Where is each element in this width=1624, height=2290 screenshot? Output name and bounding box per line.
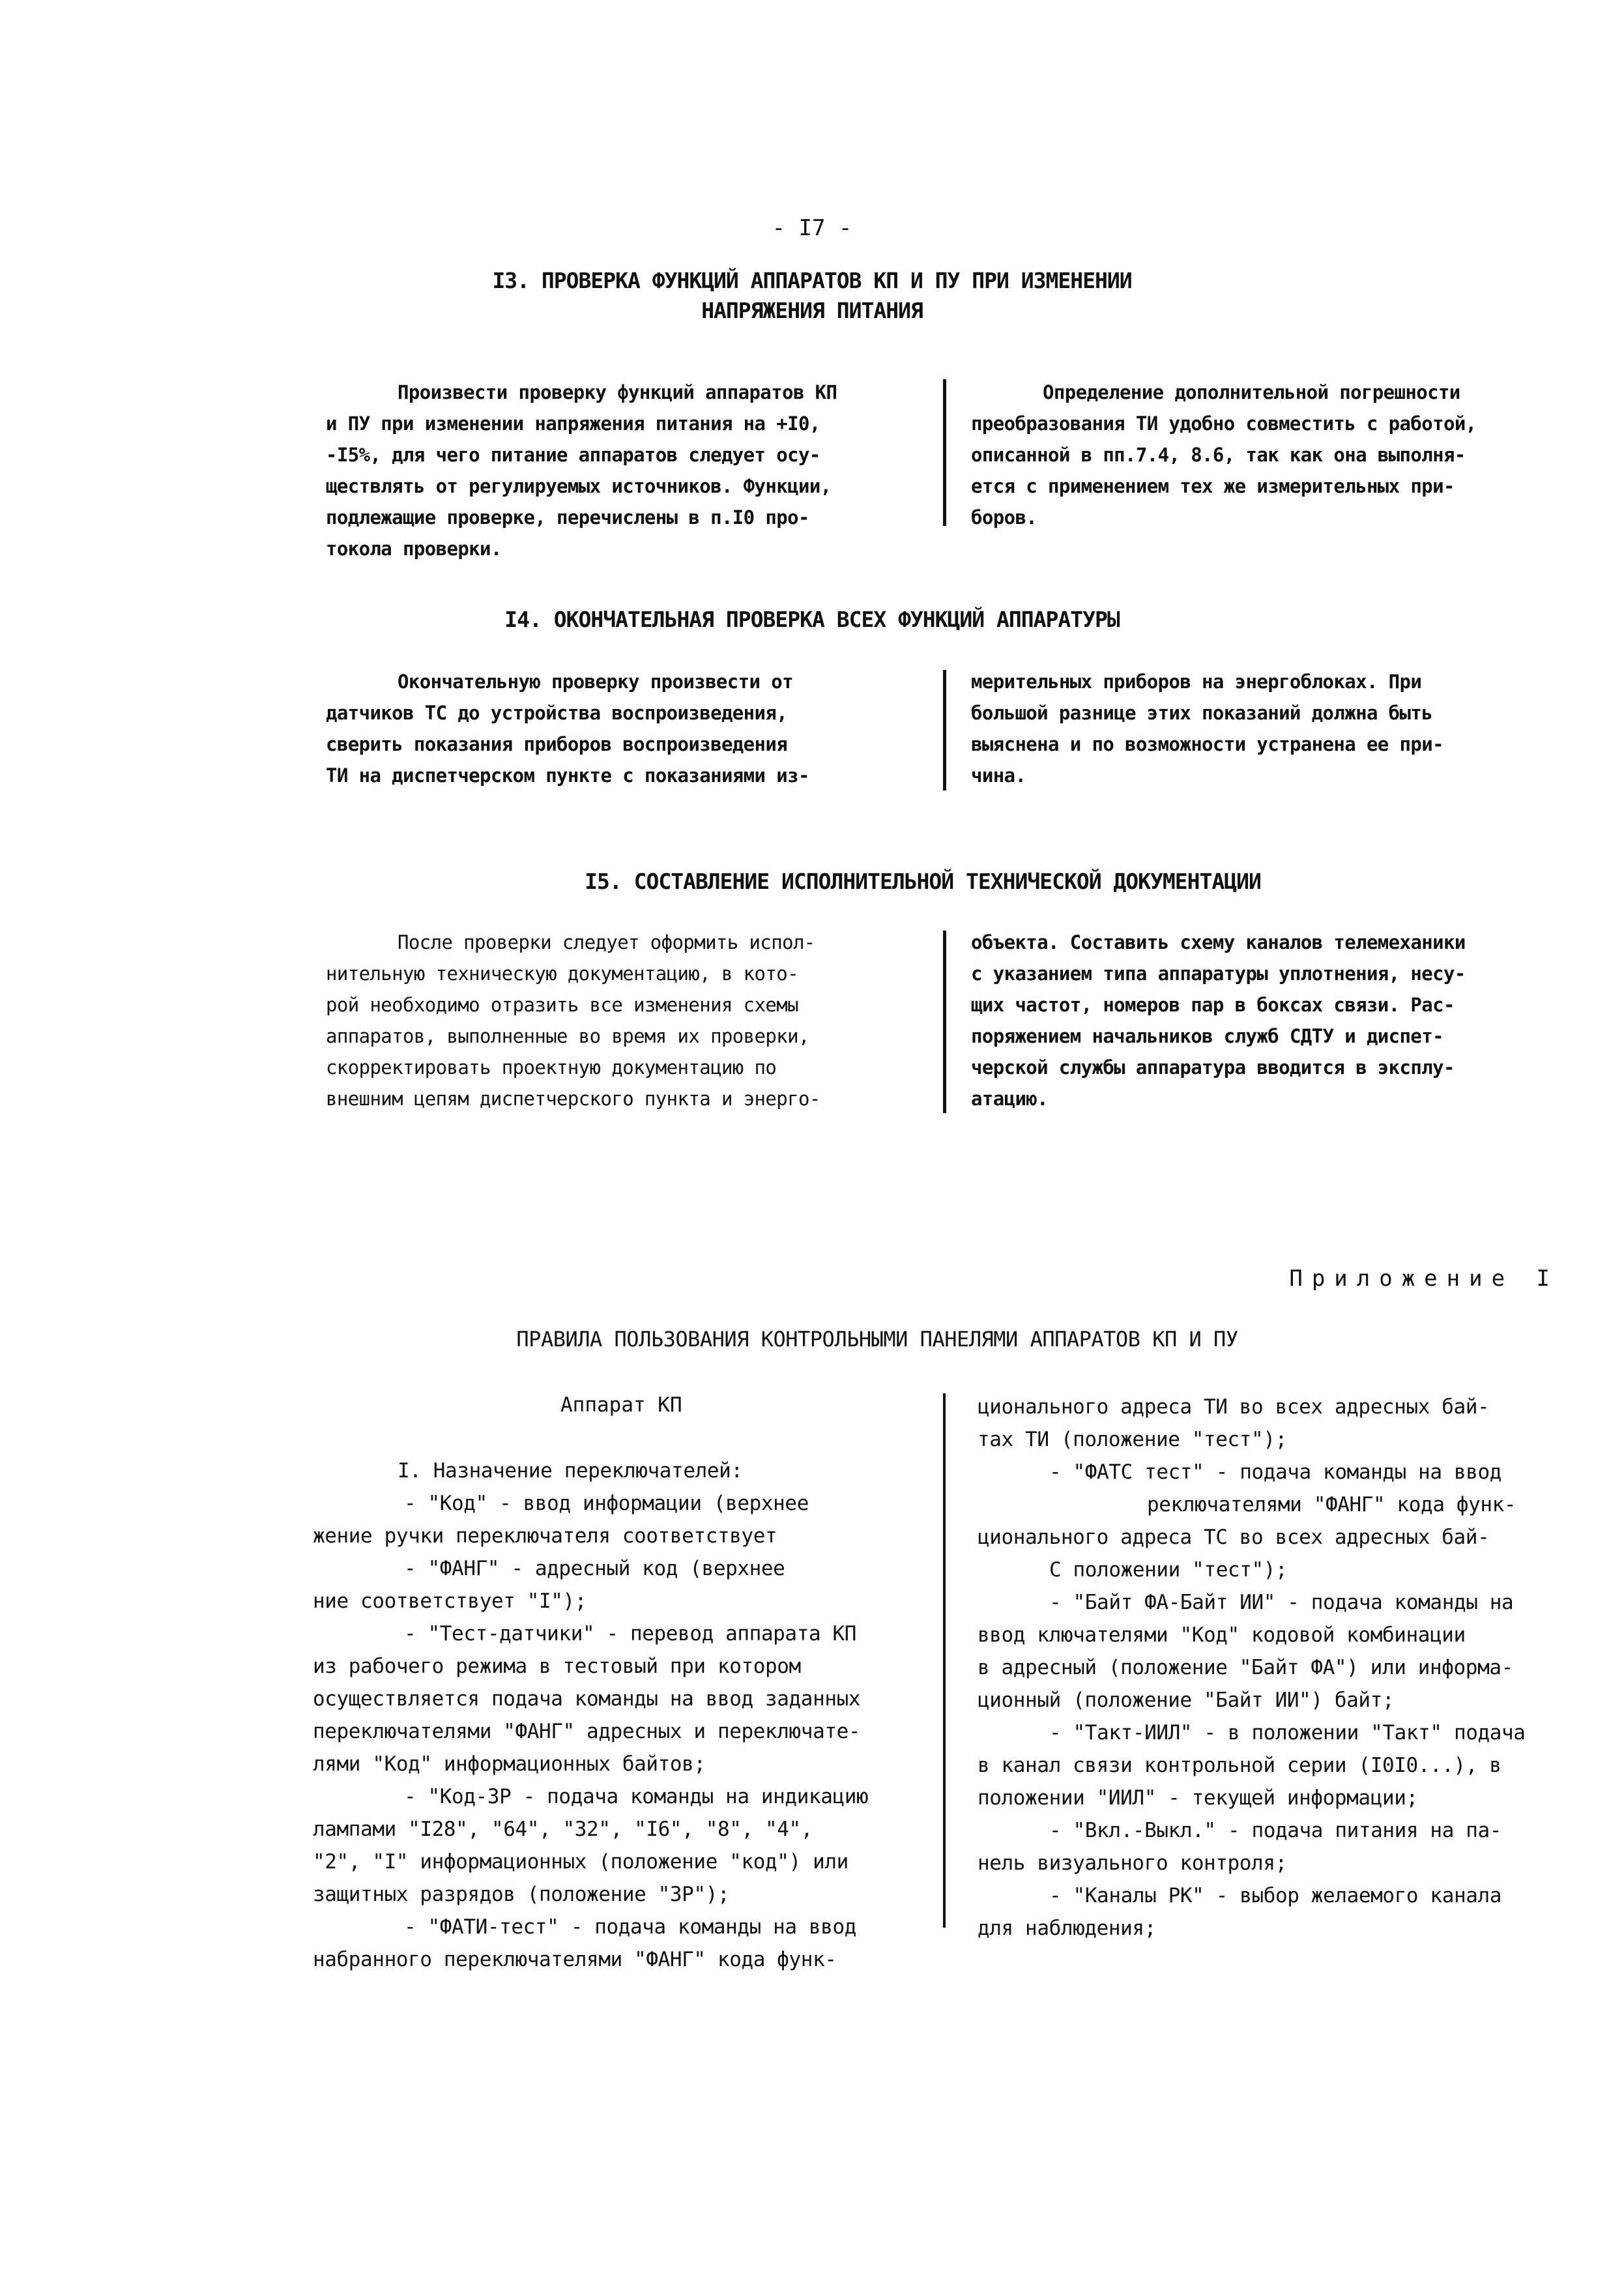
s15-right-line: атацию. xyxy=(971,1088,1049,1110)
app-right-line: - "Вкл.-Выкл." - подача питания на па- xyxy=(1049,1819,1502,1842)
section-15-title: I5. СОСТАВЛЕНИЕ ИСПОЛНИТЕЛЬНОЙ ТЕХНИЧЕСКОЙ ДОКУМЕНТАЦИИ xyxy=(585,869,1261,894)
s13-right-line: боров. xyxy=(971,506,1037,529)
section-15-left-column xyxy=(326,927,912,1114)
column-divider xyxy=(943,931,946,1113)
app-right-line: ционального адреса ТС во всех адресных бай- xyxy=(978,1526,1490,1549)
s13-left-line: Произвести проверку функций аппаратов КП xyxy=(398,381,837,403)
app-left-line: лями "Код" информационных байтов; xyxy=(313,1752,706,1776)
column-divider xyxy=(943,379,946,526)
app-left-line: лампами "I28", "64", "32", "I6", "8", "4", xyxy=(313,1818,813,1841)
app-right-line: С положении "тест"); xyxy=(1049,1558,1288,1582)
app-left-line: - "Код-ЗР - подача команды на индикацию xyxy=(404,1785,869,1808)
s14-left-line: датчиков ТС до устройства воспроизведения, xyxy=(326,702,788,724)
s15-left-line: скорректировать проектную документацию по xyxy=(326,1056,777,1079)
app-left-line: "2", "I" информационных (положение "код") или xyxy=(313,1850,848,1874)
app-left-line: защитных разрядов (положение "ЗР"); xyxy=(313,1883,730,1906)
s14-right-line: большой разнице этих показаний должна быть xyxy=(971,702,1433,724)
app-right-line: положении "ИИЛ" - текущей информации; xyxy=(978,1786,1418,1810)
section-13-left-column xyxy=(326,377,912,564)
s13-left-line: подлежащие проверке, перечислены в п.I0 про- xyxy=(326,506,809,529)
app-left-line: ние соответствует "I"); xyxy=(313,1589,587,1613)
s15-left-line: внешним цепям диспетчерского пункта и энерго- xyxy=(326,1088,820,1110)
app-left-line: жение ручки переключателя соответствует xyxy=(313,1524,777,1548)
s14-left-line: сверить показания приборов воспроизведения xyxy=(326,733,788,755)
app-left-line: - "ФАНГ" - адресный код (верхнее xyxy=(404,1557,785,1580)
app-right-line: - "ФАТС тест" - подача команды на ввод xyxy=(1049,1460,1502,1484)
app-left-line: набранного переключателями "ФАНГ" кода функ- xyxy=(313,1948,837,1971)
s14-right-line: мерительных приборов на энергоблоках. При xyxy=(971,671,1422,693)
s13-right-line: ется с применением тех же измерительных при- xyxy=(971,475,1455,497)
s13-right-line: преобразования ТИ удобно совместить с работой, xyxy=(971,413,1477,435)
s13-left-line: токола проверки. xyxy=(326,538,502,560)
app-right-line: для наблюдения; xyxy=(978,1917,1156,1940)
column-divider xyxy=(943,1393,946,1928)
app-right-line: нель визуального контроля; xyxy=(978,1851,1287,1875)
section-13-right-column xyxy=(971,377,1558,533)
app-left-line: - "Тест-датчики" - перевод аппарата КП xyxy=(404,1622,857,1645)
s13-left-line: и ПУ при изменении напряжения питания на +I0, xyxy=(326,413,820,435)
s13-right-line: описанной в пп.7.4, 8.6, так как она выполня- xyxy=(971,444,1466,466)
app-left-line: - "ФАТИ-тест" - подача команды на ввод xyxy=(404,1915,857,1939)
app-right-line: тах ТИ (положение "тест"); xyxy=(978,1428,1287,1451)
s15-right-line: черской службы аппаратура вводится в эксплу- xyxy=(971,1056,1455,1079)
s13-right-line: Определение дополнительной погрешности xyxy=(1043,381,1460,403)
appendix-left-column xyxy=(313,1455,938,1976)
section-14-left-column xyxy=(326,666,912,791)
app-right-line: ввод ключателями "Код" кодовой комбинации xyxy=(978,1623,1466,1647)
s14-left-line: Окончательную проверку произвести от xyxy=(398,671,793,693)
app-left-line: - "Код" - ввод информации (верхнее xyxy=(404,1492,809,1515)
s15-left-line: рой необходимо отразить все изменения схемы xyxy=(326,994,798,1016)
section-13-title-line1: I3. ПРОВЕРКА ФУНКЦИЙ АППАРАТОВ КП И ПУ ПРИ ИЗМЕНЕНИИ xyxy=(492,268,1132,293)
s15-right-line: с указанием типа аппаратуры уплотнения, несу- xyxy=(971,963,1466,985)
s15-left-line: После проверки следует оформить испол- xyxy=(398,931,815,953)
app-left-line: осуществляется подача команды на ввод заданных xyxy=(313,1687,861,1711)
section-14-title: I4. ОКОНЧАТЕЛЬНАЯ ПРОВЕРКА ВСЕХ ФУНКЦИЙ АППАРАТУРЫ xyxy=(504,607,1120,632)
s14-left-line: ТИ на диспетчерском пункте с показаниями из- xyxy=(326,764,809,787)
appendix-title: ПРАВИЛА ПОЛЬЗОВАНИЯ КОНТРОЛЬНЫМИ ПАНЕЛЯМИ АППАРАТОВ КП И ПУ xyxy=(516,1327,1238,1352)
app-left-line: переключателями "ФАНГ" адресных и переключате- xyxy=(313,1720,861,1743)
s15-right-line: щих частот, номеров пар в боксах связи. Рас- xyxy=(971,994,1455,1016)
app-right-line: реключателями "ФАНГ" кода функ- xyxy=(1147,1493,1516,1516)
s14-right-line: выяснена и по возможности устранена ее при- xyxy=(971,733,1443,755)
app-right-line: в адресный (положение "Байт ФА") или информа- xyxy=(978,1656,1513,1679)
page-number: - I7 - xyxy=(772,215,852,241)
s14-right-line: чина. xyxy=(971,764,1026,787)
appendix-subtitle: Аппарат КП xyxy=(560,1393,682,1417)
section-13-title xyxy=(0,266,1624,326)
appendix-label: Приложение I xyxy=(1289,1266,1559,1292)
s15-left-line: аппаратов, выполненные во время их проверки, xyxy=(326,1025,809,1047)
section-15-right-column xyxy=(971,927,1558,1114)
section-13-title-line2: НАПРЯЖЕНИЯ ПИТАНИЯ xyxy=(701,298,923,323)
app-right-line: - "Каналы РК" - выбор желаемого канала xyxy=(1049,1884,1502,1907)
app-right-line: ционального адреса ТИ во всех адресных бай- xyxy=(978,1395,1490,1419)
s15-right-line: объекта. Составить схему каналов телемеханики xyxy=(971,931,1466,953)
s13-left-line: ществлять от регулируемых источников. Функции, xyxy=(326,475,832,497)
section-14-right-column xyxy=(971,666,1558,791)
app-right-line: ционный (положение "Байт ИИ") байт; xyxy=(978,1689,1395,1712)
app-left-line: из рабочего режима в тестовый при котором xyxy=(313,1655,801,1678)
s15-right-line: поряжением начальников служб СДТУ и диспет- xyxy=(971,1025,1443,1047)
app-right-line: в канал связи контрольной серии (I0I0...), в xyxy=(978,1754,1501,1777)
app-right-line: - "Байт ФА-Байт ИИ" - подача команды на xyxy=(1049,1591,1514,1614)
app-left-line: I. Назначение переключателей: xyxy=(398,1459,743,1483)
app-right-line: - "Такт-ИИЛ" - в положении "Такт" подача xyxy=(1049,1721,1526,1745)
column-divider xyxy=(943,670,946,790)
s13-left-line: -I5%, для чего питание аппаратов следует осу- xyxy=(326,444,820,466)
appendix-right-column xyxy=(978,1391,1603,1945)
s15-left-line: нительную техническую документацию, в кото- xyxy=(326,963,798,985)
